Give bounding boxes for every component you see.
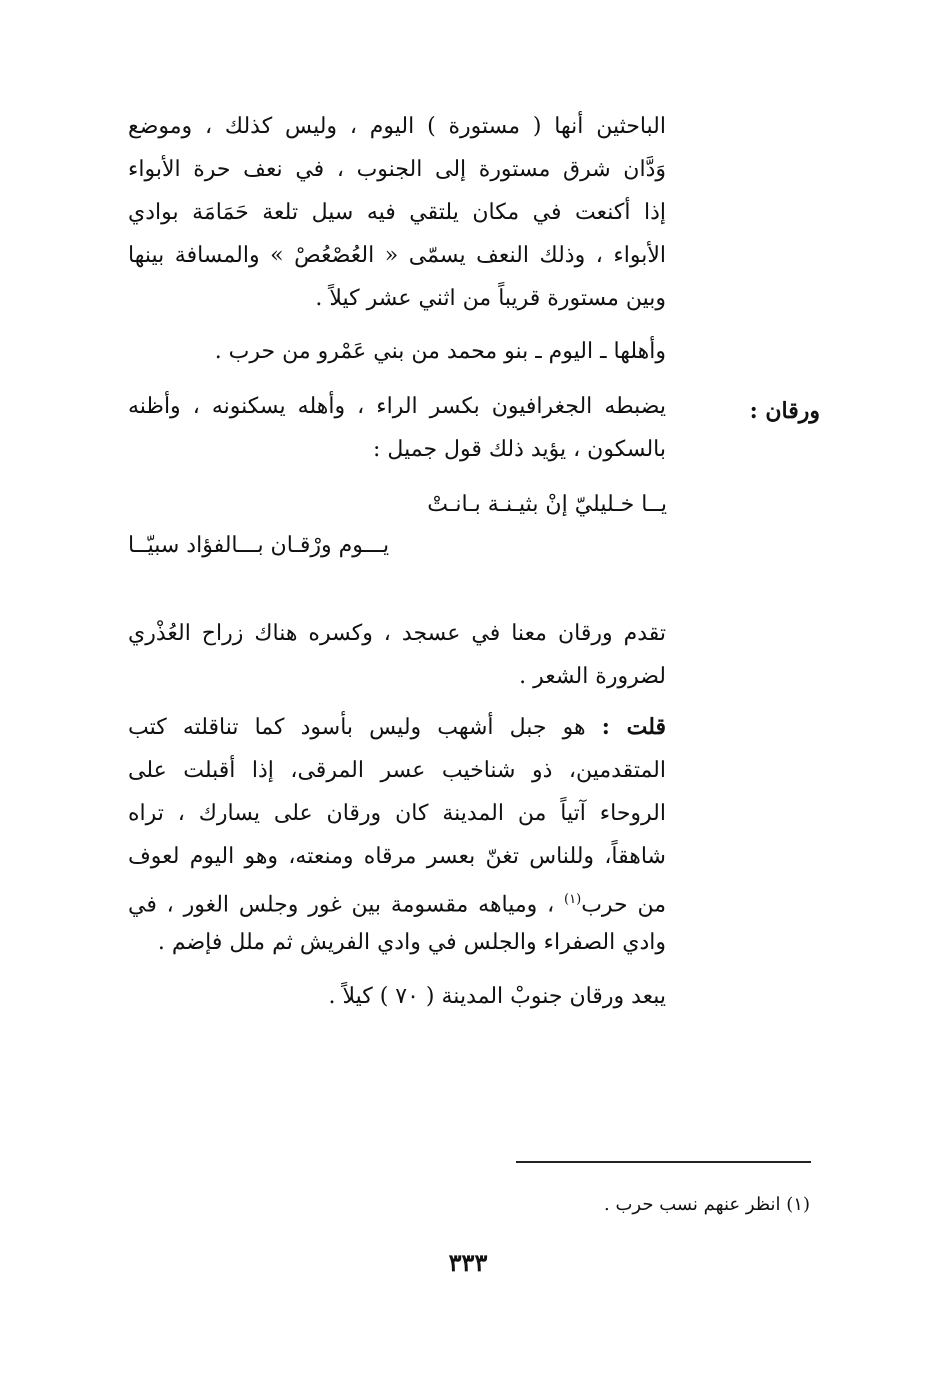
author-note-text: هو جبل أشهب وليس بأسود كما تناقلته كتب [128,715,586,740]
verse-second-hemistich: يـــوم ورْقـان بـــالفؤاد سبيّــا [128,533,390,558]
paragraph-inhabitants [128,330,666,373]
text-line: لضرورة الشعر . [519,664,666,689]
text-line: الباحثين أنها ( مستورة ) اليوم ، وليس كذلك ، وموضع [128,114,666,139]
page-number: ٣٣٣ [448,1248,488,1277]
text-line: إذا أكنعت في مكان يلتقي فيه سيل تلعة حَمَامَة بوادي [128,200,666,225]
paragraph-warqan-definition [128,385,666,471]
author-note-lead: قلت : [601,714,666,740]
text-line: تقدم ورقان معنا في عسجد ، وكسره هناك زراح العُذْري [128,621,666,646]
footnote-divider [516,1161,811,1163]
paragraph-author-note [128,706,666,964]
text-line: الروحاء آتياً من المدينة كان ورقان على يسارك ، تراه [128,801,666,826]
footnote-text: (١) انظر عنهم نسب حرب . [604,1194,810,1215]
paragraph-poetry-note [128,612,666,698]
entry-heading-warqan: ورقان : [749,398,820,424]
paragraph-mastura [128,105,666,320]
text-segment: ، ومياهه مقسومة بين غور وجلس الغور ، في [128,892,565,918]
text-line: وأهلها ـ اليوم ـ بنو محمد من بني عَمْرو من حرب . [214,339,666,364]
text-line: الأبواء ، وذلك النعف يسمّى « العُصْعُصْ » والمسافة بينها [128,243,666,268]
text-line: بالسكون ، يؤيد ذلك قول جميل : [373,437,666,462]
paragraph-distance [128,975,666,1018]
text-line [128,878,666,921]
verse-first-hemistich: يــا خـليليّ إنْ بثيـنـة بـانـتْ [427,492,667,517]
text-line: يضبطه الجغرافيون بكسر الراء ، وأهله يسكنونه ، وأظنه [128,394,666,419]
text-line: وبين مستورة قريباً من اثني عشر كيلاً . [315,286,666,311]
text-segment: من حرب [581,892,666,918]
text-line: وَدَّان شرق مستورة إلى الجنوب ، في نعف حرة الأبواء [128,157,666,182]
text-line: يبعد ورقان جنوبْ المدينة ( ٧٠ ) كيلاً . [328,984,666,1009]
footnote-marker[interactable]: (١) [564,892,582,907]
text-line [128,706,666,749]
text-line: شاهقاً، وللناس تغنّ بعسر مرقاه ومنعته، وهو اليوم لعوف [128,844,666,869]
text-line: المتقدمين، ذو شناخيب عسر المرقى، إذا أقبلت على [128,758,666,783]
text-line: وادي الصفراء والجلس في وادي الفريش ثم ملل فإضم . [157,930,666,955]
